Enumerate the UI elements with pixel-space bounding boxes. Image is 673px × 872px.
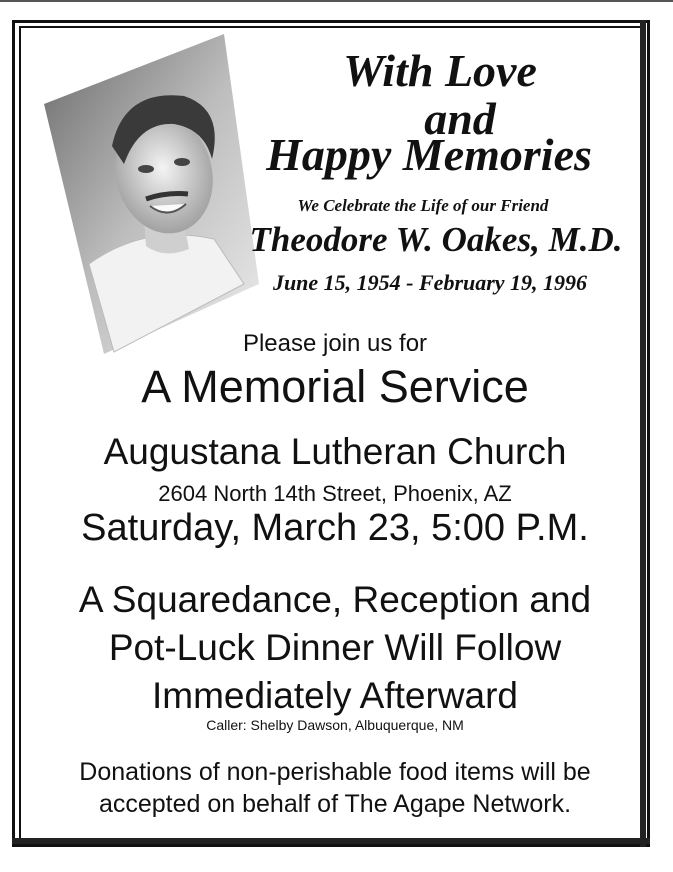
follow-line-2: Pot-Luck Dinner Will Follow (108, 627, 562, 668)
celebrate-text: We Celebrate the Life of our Friend (297, 196, 549, 215)
heading-line-3: Happy Memories (266, 129, 592, 180)
border-bottom-bar (12, 838, 650, 844)
invite-text: Please join us for (242, 330, 428, 357)
event-title: A Memorial Service (141, 361, 529, 412)
honoree-dates: June 15, 1954 - February 19, 1996 (272, 270, 588, 295)
venue-name: Augustana Lutheran Church (103, 431, 567, 472)
donations-line-2: accepted on behalf of The Agape Network. (98, 790, 572, 818)
follow-line-1: A Squaredance, Reception and (78, 579, 592, 620)
honoree-name: Theodore W. Oakes, M.D. (249, 220, 623, 259)
venue-address: 2604 North 14th Street, Phoenix, AZ (158, 481, 512, 506)
heading-line-1: With Love (343, 45, 537, 96)
donations-line-1: Donations of non-perishable food items will be (79, 758, 591, 786)
event-datetime: Saturday, March 23, 5:00 P.M. (81, 507, 589, 549)
portrait-photo (34, 34, 259, 354)
scan-edge (0, 0, 673, 2)
caller-text: Caller: Shelby Dawson, Albuquerque, NM (206, 717, 464, 733)
follow-line-3: Immediately Afterward (151, 675, 519, 716)
heading-line-2: and (424, 93, 496, 144)
border-right-bar (640, 20, 646, 847)
